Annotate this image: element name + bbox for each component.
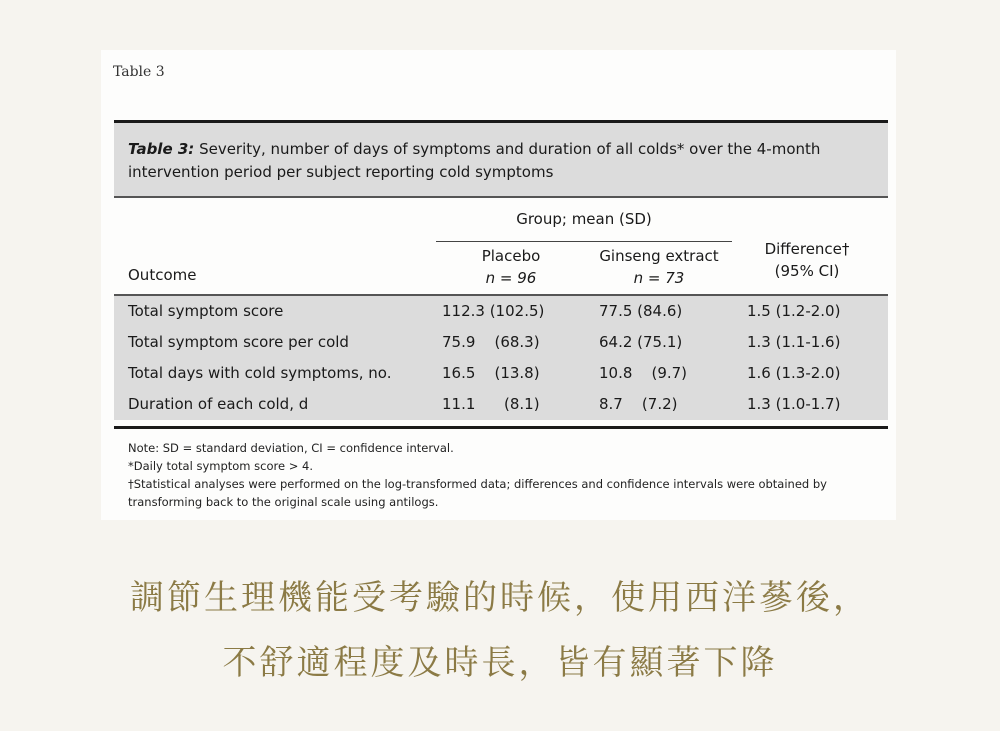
ginseng-n: n = 73 [633, 269, 685, 287]
table-row [114, 327, 888, 358]
outcome-cell: Duration of each cold, d [128, 395, 309, 413]
placebo-cell: 11.1 (8.1) [442, 395, 540, 413]
table-row [114, 358, 888, 389]
ginseng-header [579, 245, 739, 289]
difference-cell: 1.3 (1.1-1.6) [747, 333, 841, 351]
difference-cell: 1.6 (1.3-2.0) [747, 364, 841, 382]
chinese-caption-line-2: 不舒適程度及時長，皆有顯著下降 [222, 643, 778, 683]
note-dagger: †Statistical analyses were performed on the log-transformed data; differences and confidence intervals were obtained by transforming back to the original scale using antilogs. [128, 477, 827, 509]
ginseng-cell: 10.8 (9.7) [599, 364, 688, 382]
ginseng-cell: 77.5 (84.6) [599, 302, 683, 320]
note-abbreviations: Note: SD = standard deviation, CI = confidence interval. [128, 441, 454, 455]
table-row [114, 296, 888, 327]
ginseng-cell: 8.7 (7.2) [599, 395, 678, 413]
outcome-cell: Total symptom score per cold [128, 333, 349, 351]
chinese-caption-line-1: 調節生理機能受考驗的時候，使用西洋蔘後， [130, 578, 870, 618]
group-underline [436, 241, 732, 242]
ginseng-cell: 64.2 (75.1) [599, 333, 683, 351]
placebo-header [436, 245, 586, 289]
placebo-cell: 75.9 (68.3) [442, 333, 540, 351]
placebo-cell: 112.3 (102.5) [442, 302, 545, 320]
outcome-header: Outcome [128, 266, 197, 284]
ci-label: (95% CI) [774, 262, 840, 280]
data-table [114, 120, 888, 511]
outcome-cell: Total days with cold symptoms, no. [128, 364, 392, 382]
table-row [114, 389, 888, 420]
difference-label: Difference† [764, 240, 850, 258]
placebo-n: n = 96 [485, 269, 537, 287]
placebo-cell: 16.5 (13.8) [442, 364, 540, 382]
difference-cell: 1.3 (1.0-1.7) [747, 395, 841, 413]
table-body [114, 294, 888, 420]
placebo-label: Placebo [481, 247, 541, 265]
table-header [114, 198, 888, 294]
caption-prefix: Table 3: [128, 140, 195, 158]
note-asterisk: *Daily total symptom score > 4. [128, 459, 313, 473]
table-image [101, 50, 896, 520]
outcome-cell: Total symptom score [128, 302, 284, 320]
difference-cell: 1.5 (1.2-2.0) [747, 302, 841, 320]
group-header: Group; mean (SD) [516, 210, 652, 228]
table-caption [114, 123, 888, 198]
difference-header [742, 238, 872, 282]
table-notes [114, 429, 888, 511]
ginseng-label: Ginseng extract [599, 247, 719, 265]
figure-label: Table 3 [113, 64, 165, 80]
caption-text: Severity, number of days of symptoms and duration of all colds* over the 4-month intervention period per subject reporting cold symptoms [128, 140, 821, 181]
